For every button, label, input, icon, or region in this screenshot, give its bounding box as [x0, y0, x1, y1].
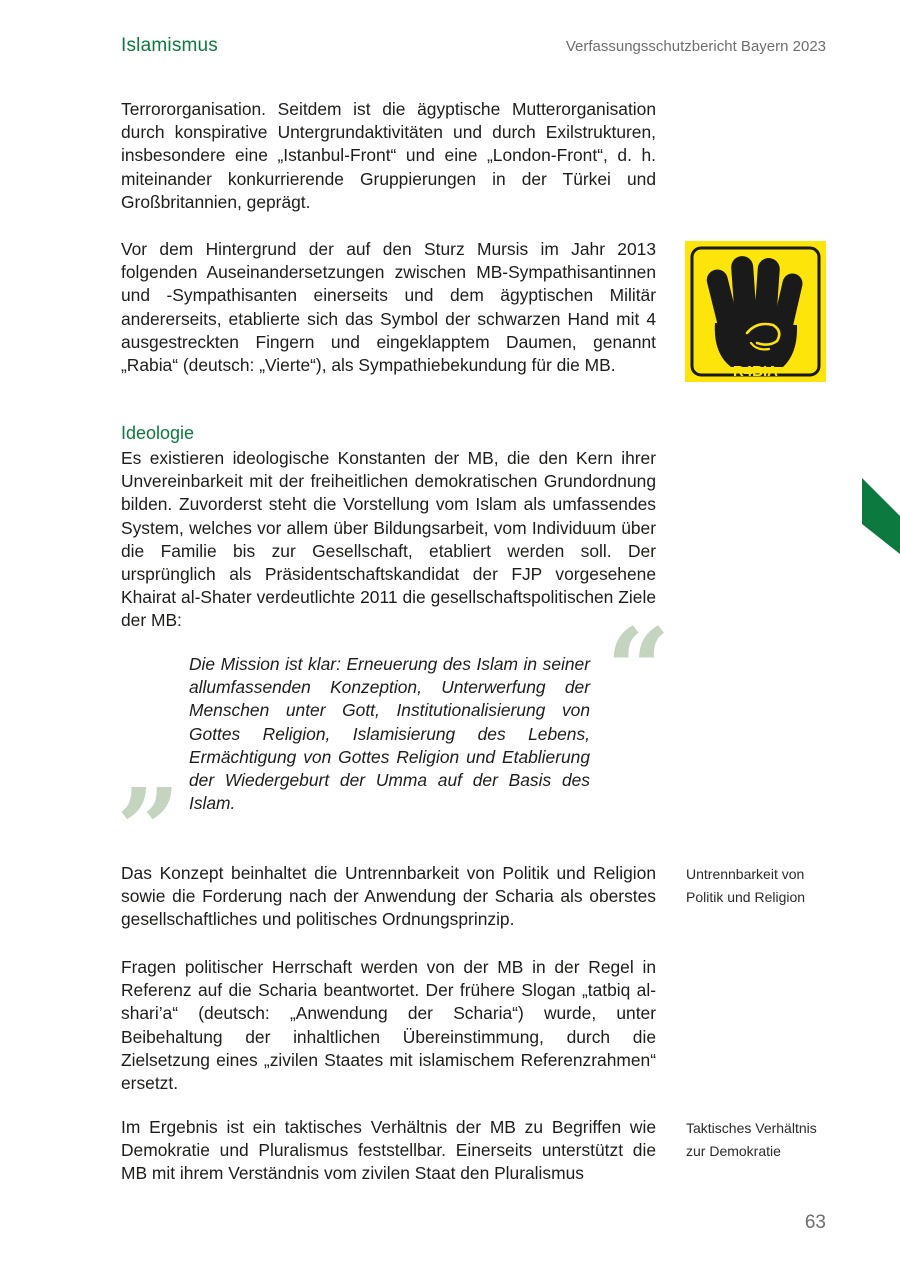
paragraph-5 — [121, 956, 656, 1095]
paragraph-2 — [121, 238, 656, 377]
section-title: Islamismus — [121, 35, 219, 56]
close-quote-icon: ” — [116, 765, 181, 896]
rabia-symbol-image — [685, 241, 826, 382]
paragraph-4-text: Das Konzept beinhaltet die Untrennbarkeit von Politik und Religion sowie die Forderung nach der Anwendung der Scharia als oberstes gesellschaftliches und politisches Ordnungsprinzip. — [121, 863, 656, 930]
paragraph-1 — [121, 98, 656, 214]
rabia-label: R4BIA — [732, 363, 779, 380]
paragraph-6 — [121, 1116, 656, 1186]
margin-note-2 — [686, 1117, 846, 1163]
margin-note-2-line-1: Taktisches Verhältnis — [686, 1120, 817, 1136]
paragraph-5-text: Fragen politischer Herrschaft werden von der MB in der Regel in Referenz auf die Scharia beantwortet. Der frühere Slogan „tatbiq al-shari’a“ (deutsch: „Anwendung der Scharia“) wurde, unter Beibehaltung der inhaltlichen Übereinstimmung, durch die Zielsetzung eines „zivilen Staates mit islamischem Referenzrahmen“ ersetzt. — [121, 957, 656, 1094]
report-title: Verfassungsschutzbericht Bayern 2023 — [565, 38, 826, 55]
paragraph-1-text: Terrororganisation. Seitdem ist die ägyptische Mutterorganisation durch konspirative Untergrundaktivitäten und durch Exilstrukturen, insbesondere eine „Istanbul-Front“ und eine „London-Front“, d. h. miteinander konkurrierende Gruppierungen in der Türkei und Großbritannien, geprägt. — [121, 99, 656, 212]
margin-note-1-line-1: Untrennbarkeit von — [686, 866, 805, 882]
paragraph-3 — [121, 447, 656, 633]
paragraph-4 — [121, 862, 656, 932]
open-quote-icon: “ — [606, 605, 671, 736]
margin-note-1 — [686, 863, 846, 909]
margin-note-1-line-2: Politik und Religion — [686, 889, 806, 905]
paragraph-2-text: Vor dem Hintergrund der auf den Sturz Mursis im Jahr 2013 folgenden Auseinandersetzungen zwischen MB-Sympathisantinnen und -Sympathisanten einerseits und dem ägyptischen Militär andererseits, etablierte sich das Symbol der schwarzen Hand mit 4 ausgestreckten Fingern und eingeklapptem Daumen, genannt „Rabia“ (deutsch: „Vierte“), als Sympathiebekundung für die MB. — [121, 239, 656, 376]
blockquote: Die Mission ist klar: Erneuerung des Islam in seiner allumfassenden Konzeption, Unterwerfung der Menschen unter Gott, Institutionalisierung von Gottes Religion, Islamisierung des Lebens, Ermächtigung von Gottes Religion und Etablierung der Wiedergeburt der Umma auf der Basis des Islam. — [189, 654, 590, 814]
paragraph-6-text: Im Ergebnis ist ein taktisches Verhältnis der MB zu Begriffen wie Demokratie und Pluralismus feststellbar. Einerseits unterstützt die MB mit ihrem Verständnis vom zivilen Staat den Pluralismus — [121, 1117, 656, 1184]
ideology-heading: Ideologie — [121, 423, 195, 443]
paragraph-3-text: Es existieren ideologische Konstanten der MB, die den Kern ihrer Unvereinbarkeit mit der freiheitlichen demokratischen Grundordnung bilden. Zuvorderst steht die Vorstellung vom Islam als umfassendes System, welches vor allem über Bildungsarbeit, vom Individuum über die Familie bis zur Gesellschaft, etabliert werden soll. Der ursprünglich als Präsidentschaftskandidat der FJP vorgesehene Khairat al-Shater verdeutlichte 2011 die gesellschaftspolitischen Ziele der MB: — [121, 448, 656, 631]
page-number: 63 — [804, 1212, 826, 1233]
rabia-hand-icon — [685, 241, 826, 382]
chapter-tab-marker — [862, 478, 900, 554]
margin-note-2-line-2: zur Demokratie — [686, 1143, 781, 1159]
